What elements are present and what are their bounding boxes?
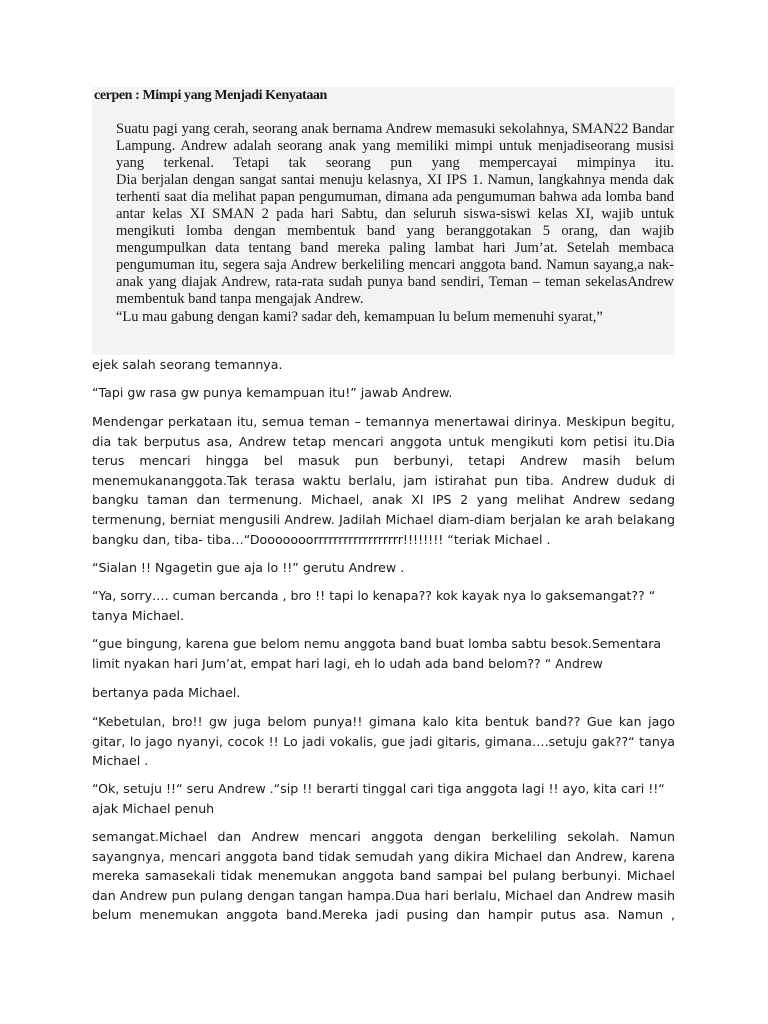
paragraph-block [92, 779, 675, 818]
paragraph: Suatu pagi yang cerah, seorang anak bernama Andrew memasuki sekolahnya, SMAN22 Bandar Lampung. Andrew adalah seorang anak yang memiliki mimpi untuk menjadiseorang musisi yang terkenal. Tetapi tak seorang pun yang mempercayai mimpinya itu. [116, 121, 674, 171]
paragraph: “Kebetulan, bro!! gw juga belom punya!! gimana kalo kita bentuk band?? Gue kan jago gitar, lo jago nyanyi, cocok !! Lo jadi vokalis, gue jadi gitaris, gimana….setuju gak??“ tanya Michael . [92, 714, 675, 769]
paragraph: Dia berjalan dengan sangat santai menuju kelasnya, XI IPS 1. Namun, langkahnya menda dak terhenti saat dia melihat papan pengumuman, dimana ada pengumuman bahwa ada lomba band antar kelas XI SMAN 2 pada hari Sabtu, dan seluruh siswa-siswi kelas XI, wajib untuk mengikuti lomba dengan membentuk band yang beranggotakan 5 orang, dan wajib mengumpulkan data tentang band mereka paling lambat hari Jum’at. Setelah membaca [116, 172, 674, 256]
paragraph: Mendengar perkataan itu, semua teman – temannya menertawai dirinya. Meskipun begitu, dia tak berputus asa, Andrew tetap mencari anggota untuk mengikuti kom petisi itu.Dia terus mencari hingga bel masuk pun berbunyi, tetapi Andrew masih belum menemukananggota.Tak terasa waktu berlalu, jam istirahat pun tiba. Andrew duduk di bangku taman dan termenung. Michael, anak XI IPS 2 yang melihat Andrew sedang termenung, berniat mengusili Andrew. Jadilah Michael diam-diam berjalan ke arah belakang bangku dan, tiba- tiba…“Dooooooorrrrrrrrrrrrrrrrrr!!!!!!!! “teriak Michael . [92, 414, 675, 547]
paragraph-block [92, 355, 675, 375]
story-title: cerpen : Mimpi yang Menjadi Kenyataan [94, 88, 327, 103]
paragraph-block [92, 683, 675, 703]
paragraph: “Ya, sorry…. cuman bercanda , bro !! tapi lo kenapa?? kok kayak nya lo gaksemangat?? “ tanya Michael. [92, 588, 656, 623]
paragraph-block [92, 712, 675, 771]
paragraph: “Sialan !! Ngagetin gue aja lo !!” gerutu Andrew . [92, 560, 405, 575]
serif-text-block [116, 121, 674, 326]
paragraph-block [92, 558, 675, 578]
paragraph-block [92, 586, 675, 625]
paragraph: semangat.Michael dan Andrew mencari anggota dengan berkeliling sekolah. Namun sayangnya, mencari anggota band tidak semudah yang dikira Michael dan Andrew, karena mereka samasekali tidak menemukan anggota band sampai bel pulang berbunyi. Michael dan Andrew pun pulang dengan tangan hampa.Dua hari berlalu, Michael dan Andrew masih belum menemukan anggota band.Mereka jadi pusing dan hampir putus asa. Namun , [92, 829, 675, 923]
paragraph: ejek salah seorang temannya. [92, 357, 283, 372]
paragraph-block [92, 827, 675, 925]
paragraph: “Lu mau gabung dengan kami? sadar deh, kemampuan lu belum memenuhi syarat,” [116, 309, 603, 325]
paragraph: “gue bingung, karena gue belom nemu anggota band buat lomba sabtu besok.Sementara limit nyakan hari Jum’at, empat hari lagi, eh lo udah ada band belom?? “ Andrew [92, 636, 662, 671]
paragraph-block [92, 383, 675, 403]
paragraph-block [92, 634, 675, 673]
paragraph: “Ok, setuju !!“ seru Andrew .“sip !! berarti tinggal cari tiga anggota lagi !! ayo, kita cari !!“ ajak Michael penuh [92, 781, 665, 816]
paragraph: “Tapi gw rasa gw punya kemampuan itu!” jawab Andrew. [92, 385, 453, 400]
paragraph: pengumuman itu, segera saja Andrew berkeliling mencari anggota band. Namun sayang,a nak-anak yang diajak Andrew, rata-rata sudah punya band sendiri, Teman – teman sekelasAndrew membentuk band tanpa mengajak Andrew. [116, 257, 674, 307]
paragraph: bertanya pada Michael. [92, 685, 241, 700]
paragraph-block [92, 412, 675, 549]
